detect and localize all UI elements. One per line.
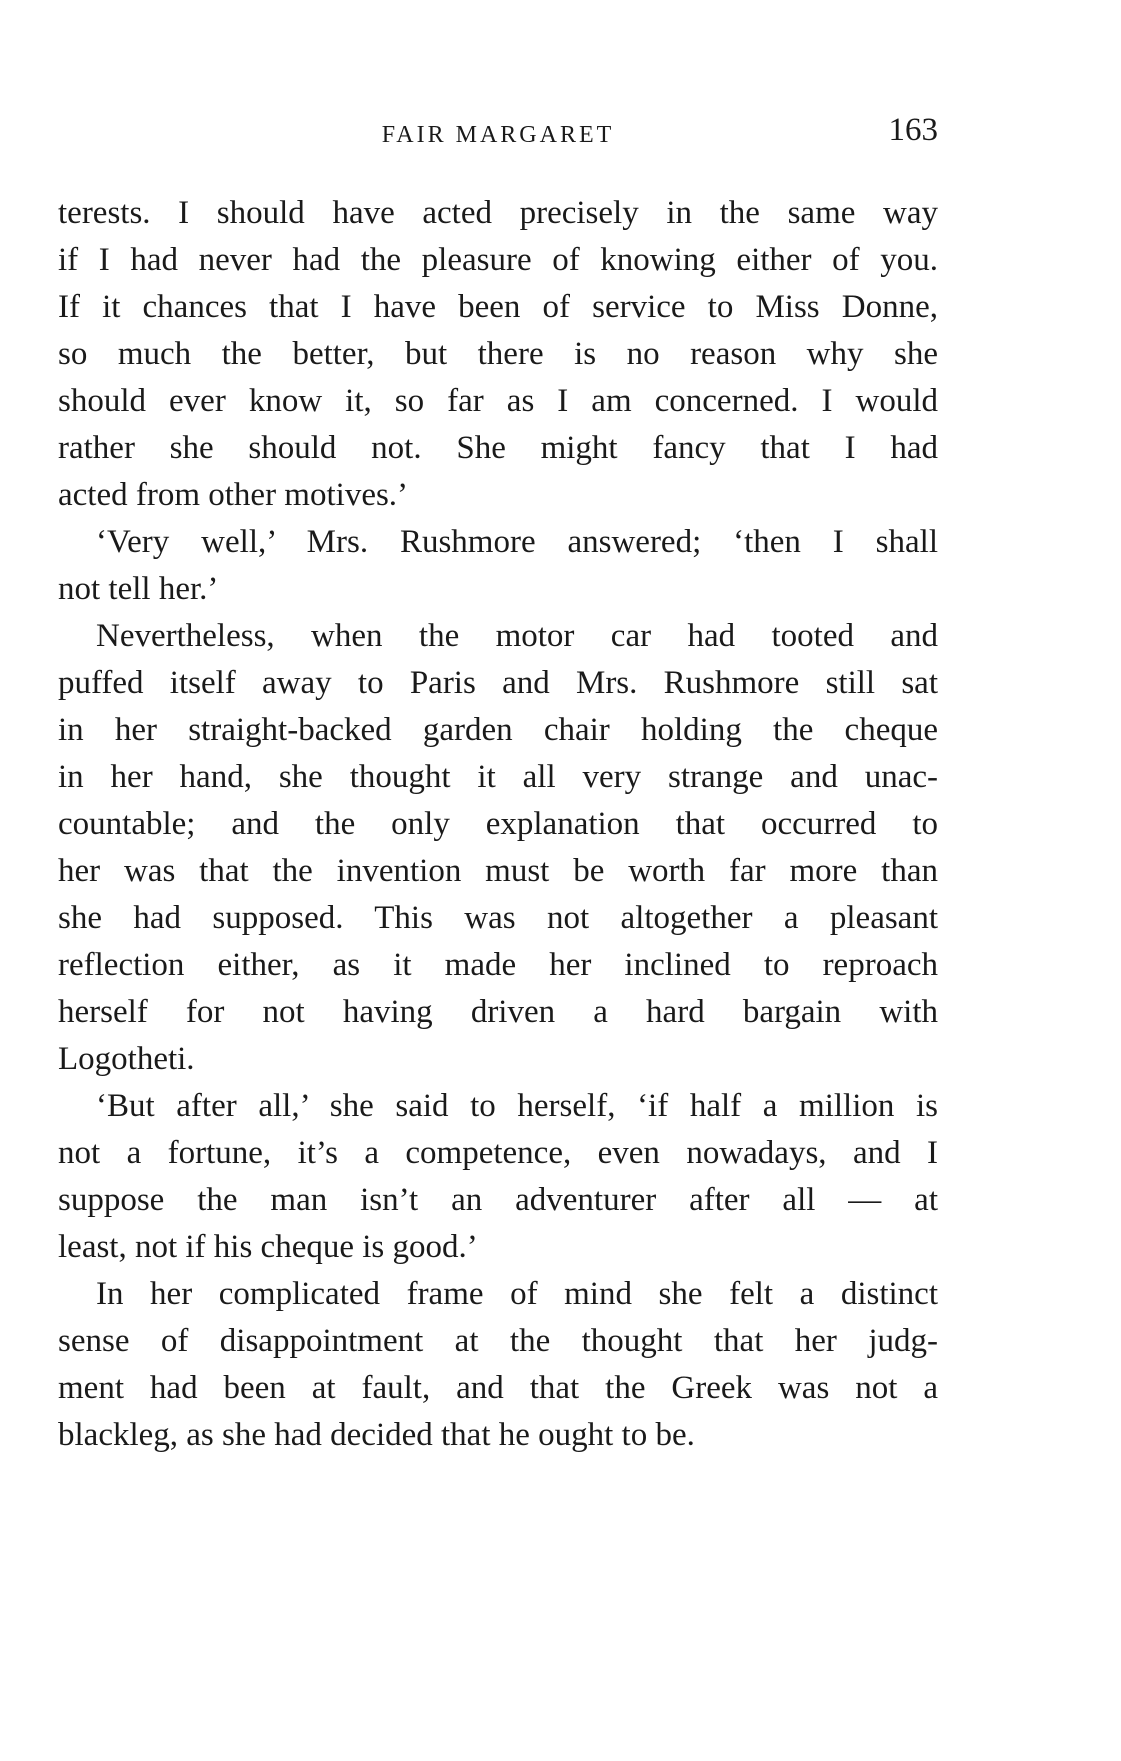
text-line: should ever know it, so far as I am concerned. I would	[58, 383, 938, 419]
text-line: In her complicated frame of mind she felt a distinct	[96, 1276, 938, 1312]
text-line: terests. I should have acted precisely in the same way	[58, 195, 938, 231]
text-line: reflection either, as it made her inclined to reproach	[58, 947, 938, 983]
text-line: rather she should not. She might fancy that I had	[58, 430, 938, 466]
text-line: suppose the man isn’t an adventurer after all — at	[58, 1182, 938, 1218]
text-line: puffed itself away to Paris and Mrs. Rushmore still sat	[58, 665, 938, 701]
text-line: acted from other motives.’	[58, 477, 409, 513]
text-line: blackleg, as she had decided that he ought to be.	[58, 1417, 695, 1453]
text-line: her was that the invention must be worth far more than	[58, 853, 938, 889]
text-line: If it chances that I have been of service to Miss Donne,	[58, 289, 938, 325]
text-line: countable; and the only explanation that occurred to	[58, 806, 938, 842]
text-line: she had supposed. This was not altogether a pleasant	[58, 900, 938, 936]
text-line: not a fortune, it’s a competence, even nowadays, and I	[58, 1135, 938, 1171]
text-line: so much the better, but there is no reason why she	[58, 336, 938, 372]
body-text	[58, 190, 938, 1459]
running-title: FAIR MARGARET	[381, 122, 615, 148]
page-number: 163	[888, 112, 938, 148]
running-head	[58, 112, 938, 162]
text-line: in her hand, she thought it all very strange and unac-	[58, 759, 938, 795]
text-line: Nevertheless, when the motor car had tooted and	[96, 618, 938, 654]
text-line: sense of disappointment at the thought that her judg-	[58, 1323, 938, 1359]
text-line: ment had been at fault, and that the Greek was not a	[58, 1370, 938, 1406]
text-line: least, not if his cheque is good.’	[58, 1229, 478, 1265]
text-line: ‘But after all,’ she said to herself, ‘if half a million is	[96, 1088, 938, 1124]
text-line: in her straight-backed garden chair holding the cheque	[58, 712, 938, 748]
text-line: Logotheti.	[58, 1041, 195, 1077]
text-line: ‘Very well,’ Mrs. Rushmore answered; ‘then I shall	[96, 524, 938, 560]
text-line: herself for not having driven a hard bargain with	[58, 994, 938, 1030]
text-line: not tell her.’	[58, 571, 219, 607]
text-line: if I had never had the pleasure of knowing either of you.	[58, 242, 938, 278]
